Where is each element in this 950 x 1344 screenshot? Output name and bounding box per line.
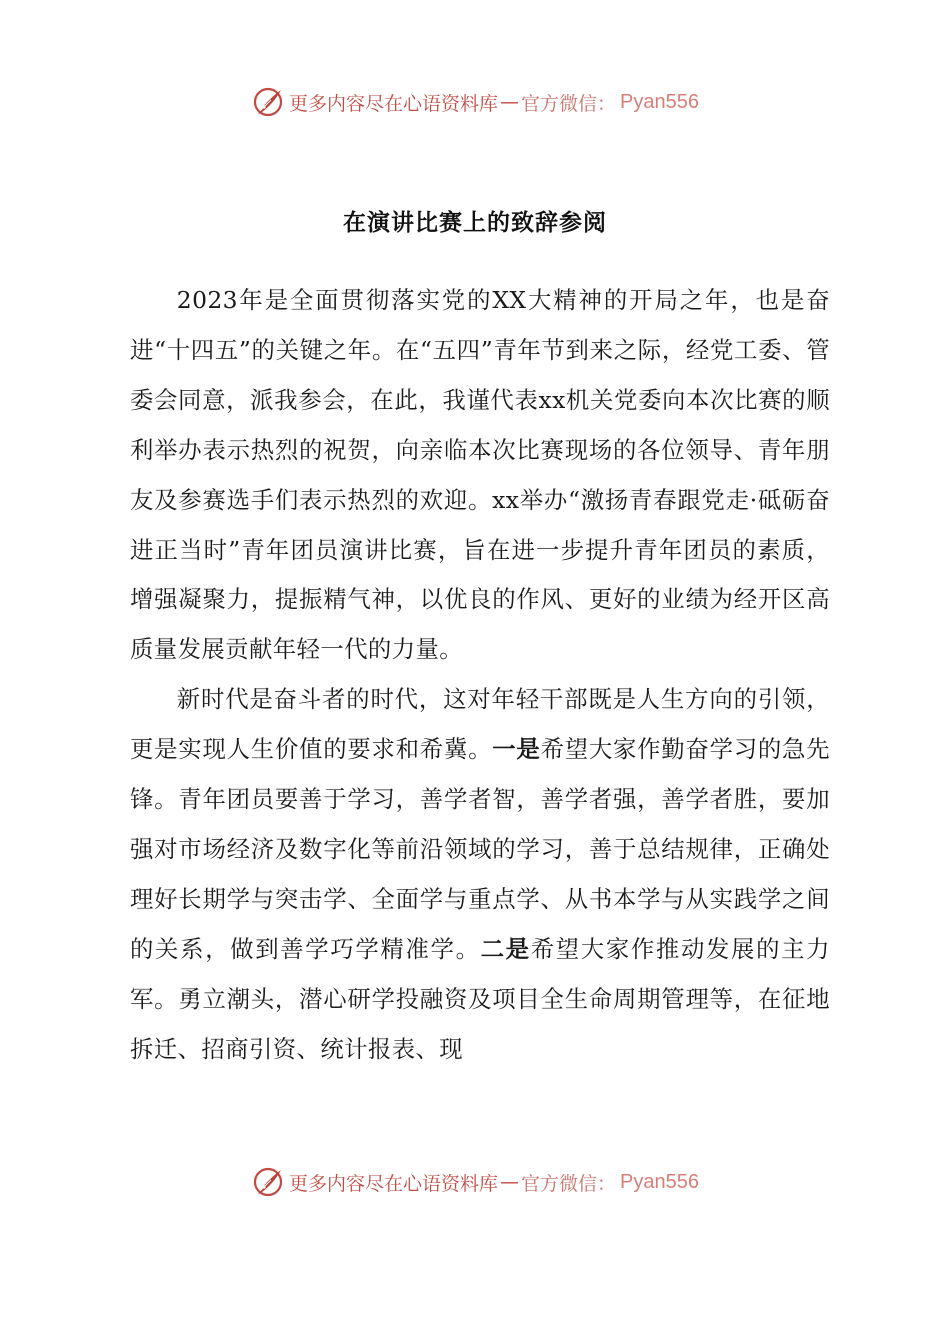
paragraph-2-intro: 新时代是奋斗者的时代，这对年轻干部既是人生方向的引领，更是实现人生价值的要求和希冀。 [130, 685, 830, 764]
point-2-marker: 二是 [480, 934, 531, 963]
header-banner [0, 82, 950, 122]
document-body [130, 276, 830, 1075]
paragraph-2 [130, 675, 830, 1074]
quill-pen-logo-icon [251, 1165, 285, 1199]
banner-wechat-label: 官方微信： [521, 92, 617, 115]
banner-wechat-id: Pyan556 [620, 90, 699, 113]
banner-wechat-id: Pyan556 [620, 1170, 699, 1193]
point-2-text: 希望大家作推动发展的主力军。勇立潮头，潜心研学投融资及项目全生命周期管理等，在征地拆迁、招商引资、统计报表、现 [130, 934, 830, 1063]
document-title: 在演讲比赛上的致辞参阅 [343, 209, 607, 236]
banner-brand-text: 更多内容尽在心语资料库 [289, 92, 499, 115]
banner-wechat-label: 官方微信： [521, 1172, 617, 1195]
paragraph-1: 2023年是全面贯彻落实党的XX大精神的开局之年，也是奋进“十四五”的关键之年。在“五四”青年节到来之际，经党工委、管委会同意，派我参会，在此，我谨代表xx机关党委向本次比赛的顺利举办表示热烈的祝贺，向亲临本次比赛现场的各位领导、青年朋友及参赛选手们表示热烈的欢迎。xx举办“激扬青春跟党走·砥砺奋进正当时”青年团员演讲比赛，旨在进一步提升青年团员的素质，增强凝聚力，提振精气神，以优良的作风、更好的业绩为经开区高质量发展贡献年轻一代的力量。 [130, 286, 830, 664]
banner-separator: — [500, 91, 520, 113]
point-1-marker: 一是 [492, 735, 541, 764]
point-1-text: 希望大家作勤奋学习的急先锋。青年团员要善于学习，善学者智，善学者强，善学者胜，要加强对市场经济及数字化等前沿领域的学习，善于总结规律，正确处理好长期学与突击学、全面学与重点学、从书本学与从实践学之间的关系，做到善学巧学精准学。 [130, 735, 830, 963]
banner-separator: — [500, 1171, 520, 1193]
footer-banner [0, 1162, 950, 1202]
banner-brand-text: 更多内容尽在心语资料库 [289, 1172, 499, 1195]
quill-pen-logo-icon [251, 85, 285, 119]
